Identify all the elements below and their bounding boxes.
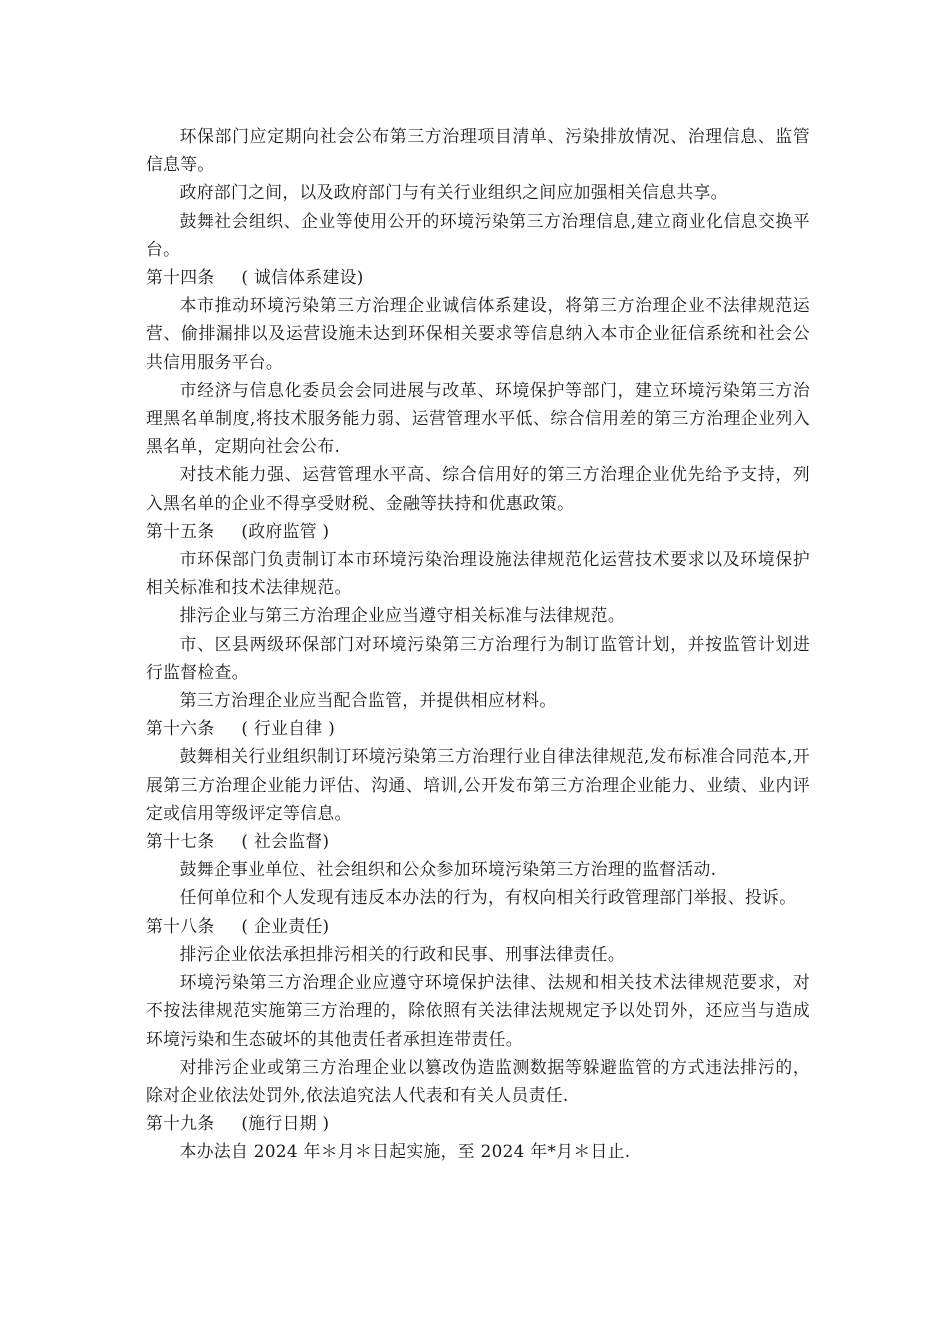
article-number: 第十五条 xyxy=(146,520,215,541)
paragraph: 市经济与信息化委员会会同进展与改革、环境保护等部门，建立环境污染第三方治理黑名单制度,将技术服务能力弱、运营管理水平低、综合信用差的第三方治理企业列入黑名单，定期向社会公布. xyxy=(146,379,810,457)
article-heading-15 xyxy=(146,517,810,545)
paragraph: 对技术能力强、运营管理水平高、综合信用好的第三方治理企业优先给予支持，列入黑名单的企业不得享受财税、金融等扶持和优惠政策。 xyxy=(146,464,810,513)
article-title: (施行日期 ) xyxy=(241,1113,330,1134)
paragraph: 第三方治理企业应当配合监管，并提供相应材料。 xyxy=(179,690,557,711)
paragraph: 环保部门应定期向社会公布第三方治理项目清单、污染排放情况、治理信息、监管信息等。 xyxy=(146,126,810,175)
paragraph: 排污企业与第三方治理企业应当遵守相关标准与法律规范。 xyxy=(179,605,626,626)
article-heading-19 xyxy=(146,1109,810,1137)
paragraph: 市、区县两级环保部门对环境污染第三方治理行为制订监管计划，并按监管计划进行监督检查。 xyxy=(146,633,810,682)
article-number: 第十八条 xyxy=(146,915,215,936)
article-title: ( 企业责任) xyxy=(241,915,330,936)
article-heading-14 xyxy=(146,263,810,291)
paragraph: 本市推动环境污染第三方治理企业诚信体系建设，将第三方治理企业不法律规范运营、偷排漏排以及运营设施未达到环保相关要求等信息纳入本市企业征信系统和社会公共信用服务平台。 xyxy=(146,295,810,372)
paragraph: 排污企业依法承担排污相关的行政和民事、刑事法律责任。 xyxy=(179,943,626,964)
paragraph: 政府部门之间，以及政府部门与有关行业组织之间应加强相关信息共享。 xyxy=(179,182,728,203)
article-title: ( 社会监督) xyxy=(241,831,330,852)
article-number: 第十四条 xyxy=(146,267,215,288)
article-number: 第十六条 xyxy=(146,718,215,739)
article-title: (政府监管 ) xyxy=(241,520,330,541)
article-title: ( 诚信体系建设) xyxy=(241,267,364,288)
paragraph: 鼓舞企事业单位、社会组织和公众参加环境污染第三方治理的监督活动. xyxy=(179,859,717,880)
article-number: 第十九条 xyxy=(146,1113,215,1134)
article-number: 第十七条 xyxy=(146,831,215,852)
paragraph: 市环保部门负责制订本市环境污染治理设施法律规范化运营技术要求以及环境保护相关标准和技术法律规范。 xyxy=(146,549,810,598)
article-heading-17 xyxy=(146,827,810,855)
paragraph: 环境污染第三方治理企业应遵守环境保护法律、法规和相关技术法律规范要求，对不按法律规范实施第三方治理的，除依照有关法律法规规定予以处罚外，还应当与造成环境污染和生态破坏的其他责任者承担连带责任。 xyxy=(146,972,810,1049)
article-title: ( 行业自律 ) xyxy=(241,718,336,739)
article-heading-16 xyxy=(146,714,810,742)
paragraph: 鼓舞社会组织、企业等使用公开的环境污染第三方治理信息,建立商业化信息交换平台。 xyxy=(146,210,810,259)
paragraph: 本办法自 2024 年＊月＊日起实施，至 2024 年*月＊日止. xyxy=(179,1141,631,1162)
paragraph: 鼓舞相关行业组织制订环境污染第三方治理行业自律法律规范,发布标准合同范本,开展第三方治理企业能力评估、沟通、培训,公开发布第三方治理企业能力、业绩、业内评定或信用等级评定等信息。 xyxy=(146,746,810,823)
paragraph: 对排污企业或第三方治理企业以篡改伪造监测数据等躲避监管的方式违法排污的，除对企业依法处罚外,依法追究法人代表和有关人员责任. xyxy=(146,1056,810,1105)
document-body xyxy=(146,122,810,1166)
paragraph: 任何单位和个人发现有违反本办法的行为，有权向相关行政管理部门举报、投诉。 xyxy=(179,887,797,908)
article-heading-18 xyxy=(146,912,810,940)
